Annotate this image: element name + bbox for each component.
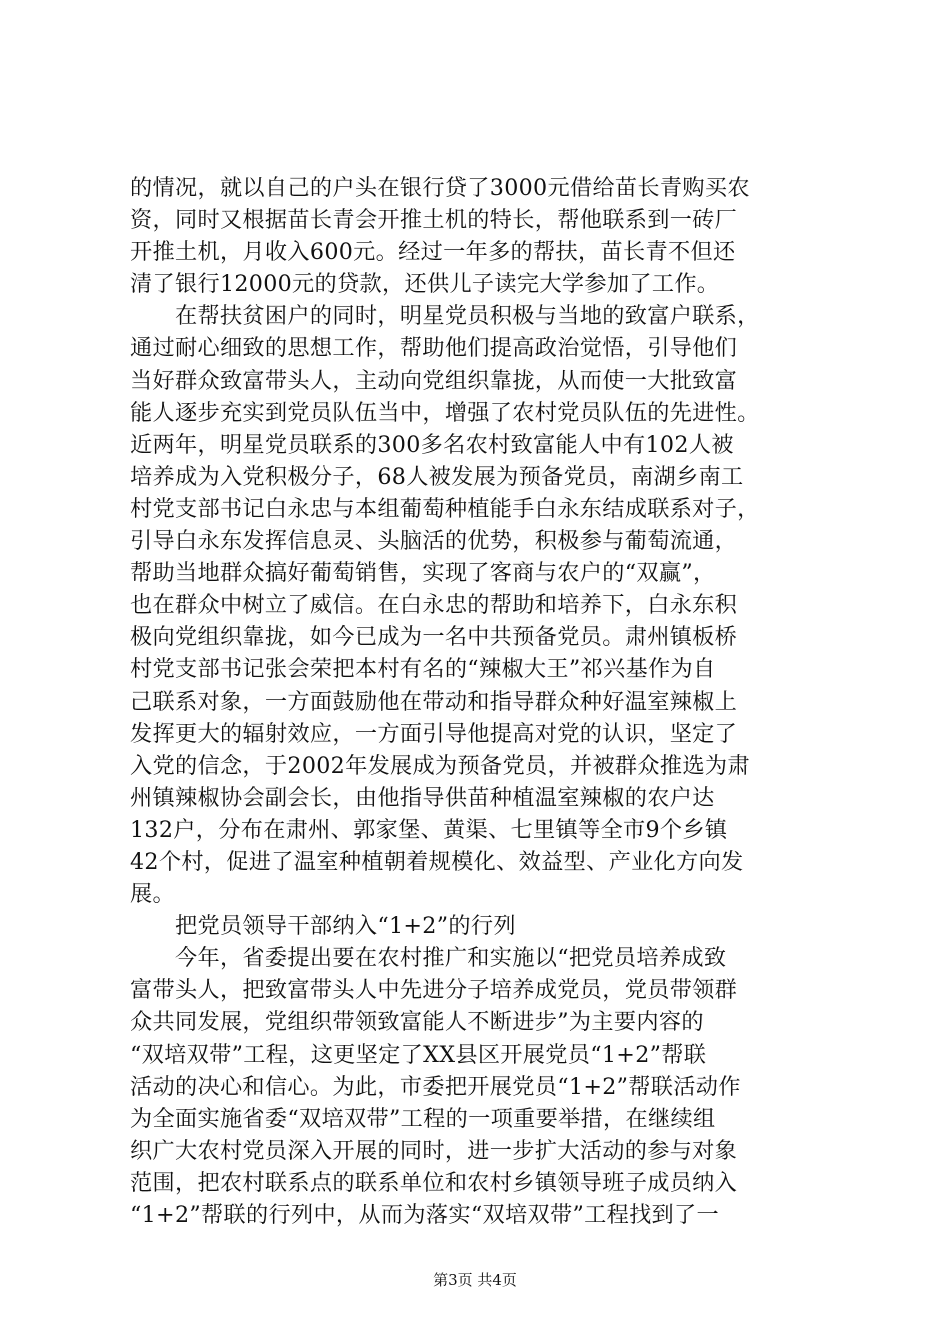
text-line: 入党的信念，于2002年发展成为预备党员，并被群众推选为肃 (130, 752, 750, 779)
text-line: 清了银行12000元的贷款，还供儿子读完大学参加了工作。 (130, 271, 720, 298)
text-line: 今年，省委提出要在农村推广和实施以“把党员培养成致 (130, 945, 727, 972)
body-text (130, 172, 830, 1231)
text-line: 为全面实施省委“双培双带”工程的一项重要举措，在继续组 (130, 1105, 716, 1132)
page-footer: 第3页 共4页 (433, 1271, 517, 1289)
text-line: 通过耐心细致的思想工作，帮助他们提高政治觉悟，引导他们 (130, 335, 738, 362)
text-line: 村党支部书记张会荣把本村有名的“辣椒大王”祁兴基作为自 (130, 656, 716, 683)
text-line: 帮助当地群众搞好葡萄销售，实现了客商与农户的“双赢”， (130, 560, 716, 587)
text-line: 范围，把农村联系点的联系单位和农村乡镇领导班子成员纳入 (130, 1169, 738, 1196)
text-line: “双培双带”工程，这更坚定了XX县区开展党员“1+2”帮联 (130, 1041, 707, 1068)
text-line: 当好群众致富带头人，主动向党组织靠拢，从而使一大批致富 (130, 367, 738, 394)
text-line: 州镇辣椒协会副会长，由他指导供苗种植温室辣椒的农户达 (130, 784, 715, 811)
text-line: 展。 (130, 881, 175, 908)
text-line: 132户，分布在肃州、郭家堡、黄渠、七里镇等全市9个乡镇 (130, 816, 728, 843)
text-line: 织广大农村党员深入开展的同时，进一步扩大活动的参与对象 (130, 1137, 738, 1164)
text-line: 把党员领导干部纳入“1+2”的行列 (130, 913, 516, 940)
text-line: 开推土机，月收入600元。经过一年多的帮扶，苗长青不但还 (130, 239, 736, 266)
text-line: 能人逐步充实到党员队伍当中，增强了农村党员队伍的先进性。 (130, 399, 760, 426)
text-line: “1+2”帮联的行列中，从而为落实“双培双带”工程找到了一 (130, 1202, 720, 1228)
text-line: 42个村，促进了温室种植朝着规模化、效益型、产业化方向发 (130, 848, 744, 875)
text-line: 也在群众中树立了威信。在白永忠的帮助和培养下，白永东积 (130, 592, 738, 619)
text-line: 培养成为入党积极分子，68人被发展为预备党员，南湖乡南工 (130, 463, 744, 490)
text-line: 发挥更大的辐射效应，一方面引导他提高对党的认识，坚定了 (130, 720, 738, 747)
text-line: 的情况，就以自己的户头在银行贷了3000元借给苗长青购买农 (130, 175, 750, 201)
text-line: 近两年，明星党员联系的300多名农村致富能人中有102人被 (130, 431, 734, 458)
text-line: 村党支部书记白永忠与本组葡萄种植能手白永东结成联系对子， (130, 495, 760, 522)
text-line: 富带头人，把致富带头人中先进分子培养成党员，党员带领群 (130, 977, 738, 1004)
text-line: 众共同发展，党组织带领致富能人不断进步”为主要内容的 (130, 1009, 704, 1036)
text-line: 在帮扶贫困户的同时，明星党员积极与当地的致富户联系， (130, 303, 760, 330)
text-line: 资，同时又根据苗长青会开推土机的特长，帮他联系到一砖厂 (130, 207, 738, 234)
text-line: 己联系对象，一方面鼓励他在带动和指导群众种好温室辣椒上 (130, 688, 738, 715)
text-line: 引导白永东发挥信息灵、头脑活的优势，积极参与葡萄流通， (130, 528, 738, 555)
text-line: 极向党组织靠拢，如今已成为一名中共预备党员。肃州镇板桥 (130, 624, 738, 651)
text-line: 活动的决心和信心。为此，市委把开展党员“1+2”帮联活动作 (130, 1073, 741, 1100)
